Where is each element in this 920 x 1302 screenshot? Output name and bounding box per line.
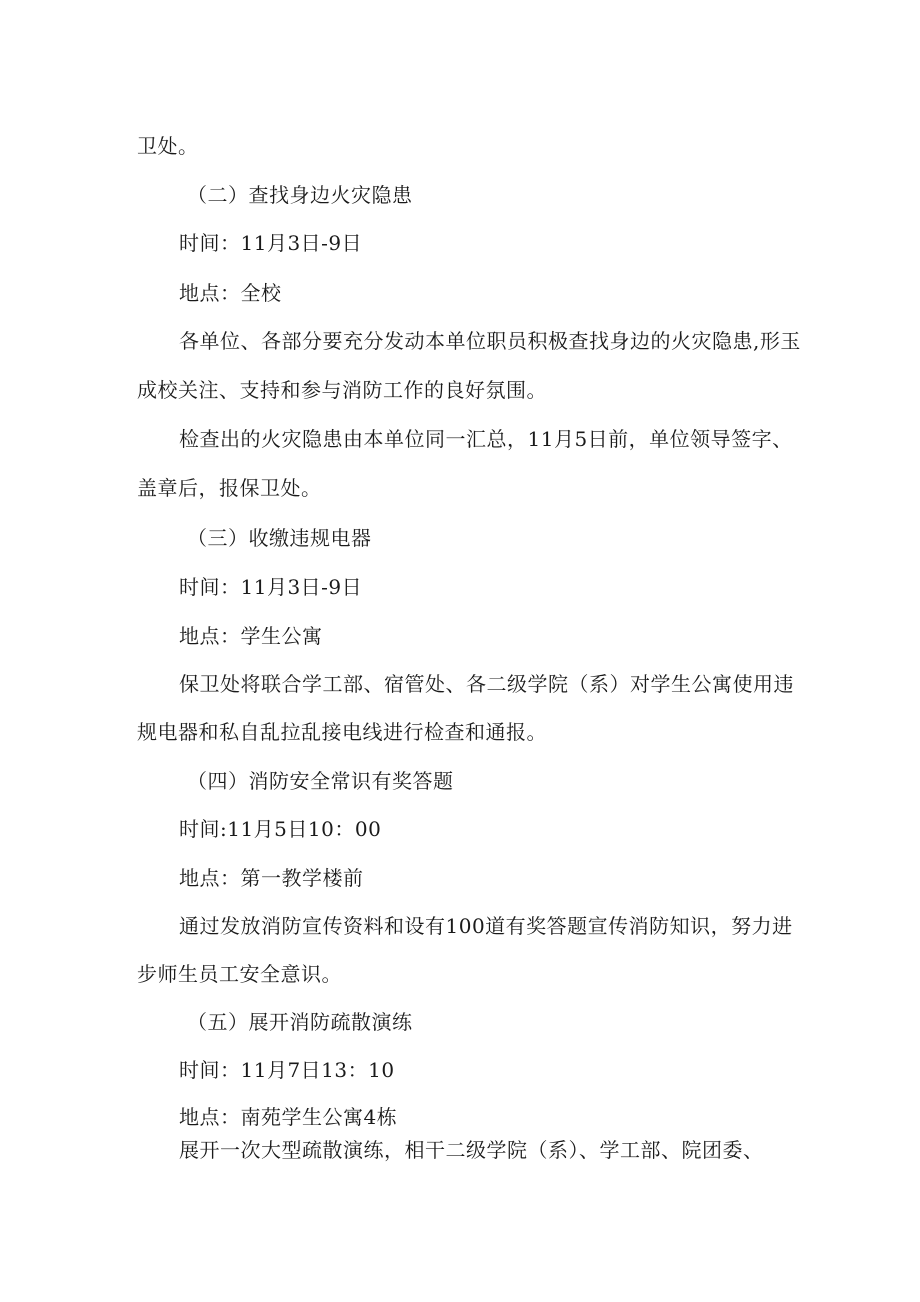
location-line: 地点：全校 [179, 281, 282, 305]
section-heading-4: （四）消防安全常识有奖答题 [187, 769, 454, 793]
location-line: 地点：第一教学楼前 [179, 866, 364, 890]
paragraph-text: 各单位、各部分要充分发动本单位职员积极查找身边的火灾隐患,形玉 [179, 329, 801, 353]
paragraph-text: 检查出的火灾隐患由本单位同一汇总，11月5日前，单位领导签字、 [179, 427, 793, 451]
location-line: 地点：南苑学生公寓4栋 [179, 1105, 398, 1129]
time-line: 时间:11月5日10：00 [179, 817, 382, 841]
section-heading-5: （五）展开消防疏散演练 [187, 1010, 413, 1034]
paragraph-text: 通过发放消防宣传资料和设有100道有奖答题宣传消防知识，努力进 [179, 914, 793, 938]
time-line: 时间：11月3日-9日 [179, 575, 363, 599]
paragraph-continuation: 盖章后，报保卫处。 [137, 476, 322, 500]
time-line: 时间：11月7日13：10 [179, 1058, 395, 1082]
section-heading-3: （三）收缴违规电器 [187, 526, 372, 550]
paragraph-continuation: 卫处。 [137, 134, 199, 158]
paragraph-text: 保卫处将联合学工部、宿管处、各二级学院（系）对学生公寓使用违 [179, 672, 794, 696]
paragraph-text: 展开一次大型疏散演练，相干二级学院（系）、学工部、院团委、 [179, 1138, 764, 1162]
section-heading-2: （二）查找身边火灾隐患 [187, 183, 413, 207]
location-line: 地点：学生公寓 [179, 624, 323, 648]
time-line: 时间：11月3日-9日 [179, 231, 363, 255]
paragraph-continuation: 步师生员工安全意识。 [137, 962, 342, 986]
paragraph-continuation: 规电器和私自乱拉乱接电线进行检查和通报。 [137, 720, 547, 744]
paragraph-continuation: 成校关注、支持和参与消防工作的良好氛围。 [137, 378, 547, 402]
